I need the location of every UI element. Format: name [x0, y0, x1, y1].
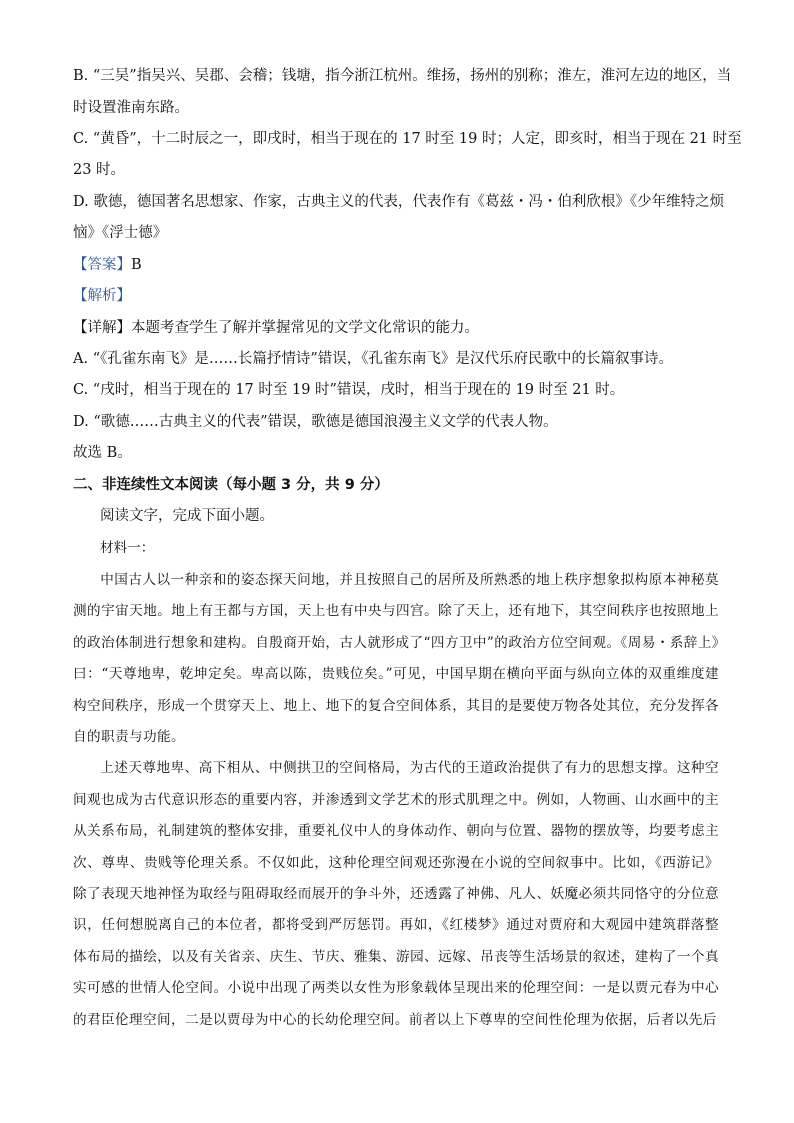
detail-tag: 【详解】	[73, 320, 131, 336]
analysis-tag: 【解析】	[73, 288, 131, 304]
option-c-line-2: 23 时。	[73, 162, 126, 178]
material-paragraph-2: 上述天尊地卑、高下相从、中侧拱卫的空间格局，为古代的王道政治提供了有力的思想支撑。这种空间观也成为古代意识形态的重要内容，并渗透到文学艺术的形式肌理之中。例如，人物画、山水画中的主从关系布局，礼制建筑的整体安排，重要礼仪中人的身体动作、朝向与位置、器物的摆放等，均要考虑主次、尊卑、贵贱等伦理关系。不仅如此，这种伦理空间观还弥漫在小说的空间叙事中。比如，《西游记》除了表现天地神怪为取经与阻碍取经而展开的争斗外，还透露了神佛、凡人、妖魔必须共同恪守的分位意识，任何想脱离自己的本位者，都将受到严厉惩罚。再如，《红楼梦》通过对贾府和大观园中建筑群落整体布局的描绘，以及有关省亲、庆生、节庆、雅集、游园、远嫁、吊丧等生活场景的叙述，建构了一个真实可感的世情人伦空间。小说中出现了两类以女性为形象载体呈现出来的伦理空间：一是以贾元春为中心的君臣伦理空间，二是以贾母为中心的长幼伦理空间。前者以上下尊卑的空间性伦理为依据，后者以先后	[73, 760, 719, 1028]
material-body	[73, 565, 719, 1036]
option-b-line-2: 时设置淮南东路。	[73, 100, 189, 116]
instruction-line: 阅读文字，完成下面小题。	[100, 508, 274, 524]
option-d-line-1: D. 歌德，德国著名思想家、作家，古典主义的代表，代表作有《葛兹・冯・伯利欣根》《少年维特之烦	[73, 194, 725, 210]
section-heading: 二、非连续性文本阅读（每小题 3 分，共 9 分）	[73, 477, 389, 493]
material-paragraph-1: 中国古人以一种亲和的姿态探天问地，并且按照自己的居所及所熟悉的地上秩序想象拟构原本神秘莫测的宇宙天地。地上有王都与方国，天上也有中央与四宫。除了天上，还有地下，其空间秩序也按照地上的政治体制进行想象和建构。自殷商开始，古人就形成了“四方卫中”的政治方位空间观。《周易・系辞上》曰：“天尊地卑，乾坤定矣。卑高以陈，贵贱位矣。”可见，中国早期在横向平面与纵向立体的双重维度建构空间秩序，形成一个贯穿天上、地上、地下的复合空间体系，其目的是要使万物各处其位，充分发挥各自的职责与功能。	[73, 572, 719, 746]
explanation-a: A. “《孔雀东南飞》是……长篇抒情诗”错误，《孔雀东南飞》是汉代乐府民歌中的长篇叙事诗。	[73, 351, 674, 367]
detail-text: 本题考查学生了解并掌握常见的文学文化常识的能力。	[131, 320, 479, 336]
option-b-line-1: B. “三吴”指吴兴、吴郡、会稽；钱塘，指今浙江杭州。维扬，扬州的别称；淮左，淮河左边的地区，当	[73, 68, 732, 84]
option-c-line-1: C. “黄昏”，十二时辰之一，即戌时，相当于现在的 17 时至 19 时；人定，即亥时，相当于现在 21 时至	[73, 131, 742, 147]
choose-line: 故选 B。	[73, 445, 132, 461]
explanation-d: D. “歌德……古典主义的代表”错误，歌德是德国浪漫主义文学的代表人物。	[73, 414, 558, 430]
detail-line	[73, 318, 479, 338]
option-d-line-2: 恼》《浮士德》	[73, 225, 168, 241]
analysis-line	[73, 286, 131, 306]
explanation-c: C. “戌时，相当于现在的 17 时至 19 时”错误，戌时，相当于现在的 19 时至 21 时。	[73, 382, 625, 398]
material-label: 材料一：	[100, 540, 155, 556]
answer-value: B	[131, 257, 142, 273]
answer-tag: 【答案】	[73, 257, 131, 273]
answer-line	[73, 255, 142, 275]
